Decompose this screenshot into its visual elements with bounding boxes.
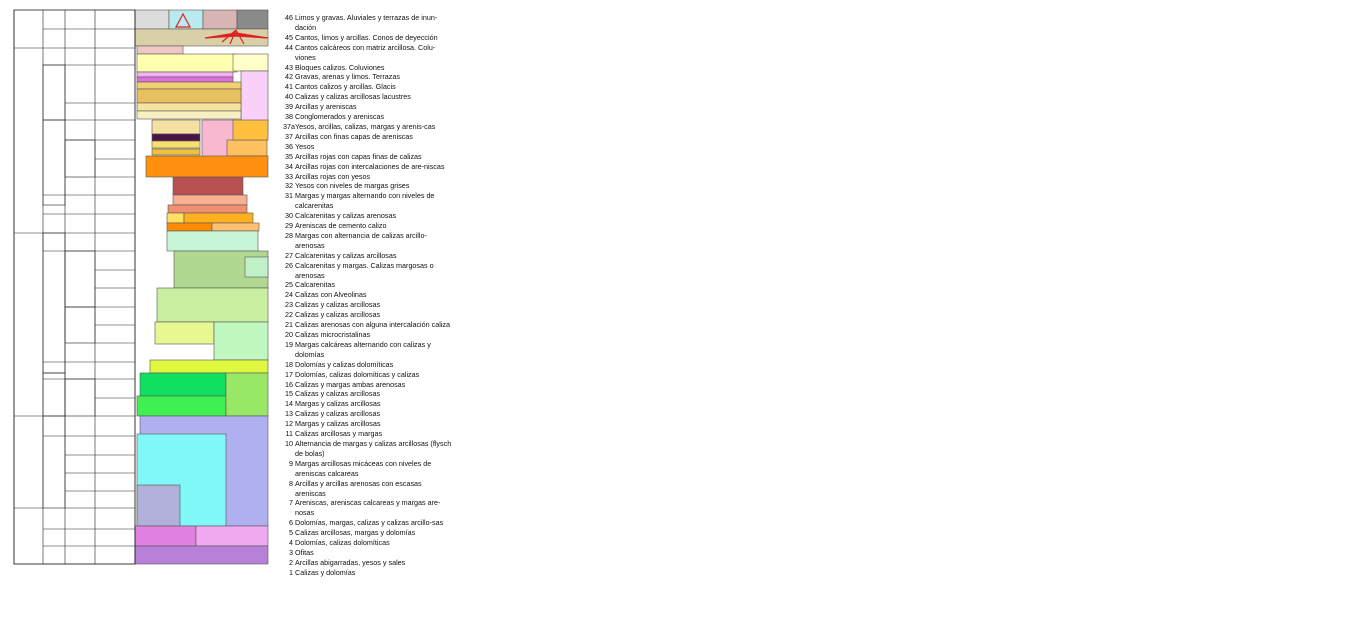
legend-number: 31	[285, 191, 293, 201]
legend-number: 34	[285, 161, 293, 171]
unit-1-block	[135, 546, 268, 564]
unit-3-block	[196, 526, 268, 546]
unit-25-block	[227, 140, 267, 156]
legend-item	[283, 221, 453, 231]
legend-number: 26	[285, 260, 293, 270]
legend-item	[283, 33, 453, 43]
subseries-box	[65, 251, 95, 307]
legend-item	[283, 498, 453, 518]
legend-item	[283, 231, 453, 251]
legend-number: 32	[285, 181, 293, 191]
legend-description: Margas con alternancia de calizas arcillo-arenosas	[295, 230, 427, 250]
legend-number: 33	[285, 171, 293, 181]
legend-number: 2	[289, 557, 293, 567]
legend-number: 11	[285, 429, 293, 439]
legend-item	[283, 538, 453, 548]
legend-item	[283, 102, 453, 112]
unit-7-block	[137, 396, 226, 416]
legend-item	[283, 132, 453, 142]
legend-number: 12	[285, 419, 293, 429]
unit-41-block	[137, 46, 183, 54]
unit-27-block	[152, 149, 200, 155]
legend-description: Cantos calcáreos con matriz arcillosa. Colu-viones	[295, 42, 436, 62]
legend-item	[283, 172, 453, 182]
legend-number: 17	[285, 369, 293, 379]
legend-description: Calizas arenosas con alguna intercalación caliza	[295, 320, 451, 330]
unit-32-block	[137, 111, 241, 119]
legend-description: Limos y gravas. Aluviales y terrazas de inun-dación	[295, 13, 438, 32]
legend-description: Calizas y calizas arcillosas	[295, 409, 381, 419]
unit-36-block	[137, 77, 233, 82]
legend-number: 46	[285, 13, 293, 22]
unit-38-block	[233, 54, 268, 71]
subseries-box	[65, 307, 95, 343]
unit-33-block	[137, 103, 241, 111]
unit-46-block	[135, 10, 169, 29]
unit-11-block	[214, 322, 268, 360]
legend-number: 21	[285, 320, 293, 330]
subseries-box	[65, 140, 95, 177]
legend-item	[283, 63, 453, 73]
unit-31-block	[233, 120, 268, 140]
unit-37-block	[137, 72, 233, 77]
legend-description: Alternancia de margas y calizas arcillosas (flysch de bolas)	[295, 438, 452, 458]
column-frame	[14, 10, 135, 564]
legend-item	[283, 320, 453, 330]
legend-item	[283, 211, 453, 221]
legend-item	[283, 558, 453, 568]
series-box	[43, 373, 65, 416]
legend-number: 8	[289, 478, 293, 488]
legend-number: 27	[285, 250, 293, 260]
legend-item	[283, 459, 453, 479]
legend-item	[283, 152, 453, 162]
legend-item	[283, 13, 453, 33]
unit-23-block	[173, 177, 243, 195]
legend-description: Margas y calizas arcillosas	[295, 399, 381, 409]
unit-42-block	[135, 29, 268, 46]
legend-number: 16	[285, 379, 293, 389]
legend-item	[283, 300, 453, 310]
legend-number: 7	[289, 498, 293, 508]
legend-number: 44	[285, 42, 293, 52]
series-box	[43, 416, 65, 508]
series-box	[43, 120, 65, 205]
legend-item	[283, 370, 453, 380]
legend-description: Bloques calizos. Coluviones	[295, 62, 385, 72]
legend-number: 36	[285, 141, 293, 151]
legend-description: Calizas y dolomías	[295, 567, 356, 577]
legend-item	[283, 409, 453, 419]
unit-34-block	[137, 89, 241, 103]
legend-description: Calizas microcristalinas	[295, 330, 371, 339]
legend-number: 20	[285, 330, 293, 339]
legend-description: Margas arcillosas micáceas con niveles de areniscas calcareas	[295, 458, 432, 478]
legend-item	[283, 439, 453, 459]
unit-35-block	[137, 82, 241, 89]
legend-number: 5	[289, 528, 293, 538]
legend-description: Calizas con Alveolinas	[295, 290, 367, 300]
legend-description: Dolomías, margas, calizas y calizas arcillo-sas	[295, 518, 444, 528]
legend-description: Calcarenitas y margas. Calizas margosas o arenosas	[295, 260, 434, 280]
stratigraphic-column	[0, 0, 280, 624]
legend-number: 3	[289, 547, 293, 557]
legend-item	[283, 191, 453, 211]
legend-description: Calizas y margas ambas arenosas	[295, 379, 406, 389]
unit-29-block	[152, 134, 200, 141]
legend-number: 30	[285, 211, 293, 221]
legend-description: Arcillas rojas con capas finas de calizas	[295, 151, 422, 161]
unit-20-block	[184, 213, 253, 223]
subseries-box	[65, 379, 95, 416]
legend-item	[283, 92, 453, 102]
legend-number: 37a	[283, 121, 295, 131]
unit-44-block	[203, 10, 237, 29]
legend-description: Areniscas, areniscas calcareas y margas are-nosas	[295, 498, 441, 518]
legend-item	[283, 528, 453, 538]
legend-number: 28	[285, 230, 293, 240]
unit-4-block	[137, 485, 180, 526]
legend-item	[283, 162, 453, 172]
legend-description: Calizas y calizas arcillosas	[295, 310, 381, 320]
legend-item	[283, 251, 453, 261]
unit-13-block	[157, 288, 268, 322]
legend-number: 35	[285, 151, 293, 161]
legend-description: Dolomías, calizas dolomíticas	[295, 538, 390, 548]
unit-22-block	[173, 195, 247, 205]
series-box	[43, 65, 65, 120]
unit-39-block	[137, 54, 237, 72]
legend-number: 18	[285, 359, 293, 369]
legend-description: Areniscas de cemento calizo	[295, 221, 387, 231]
legend-item	[283, 112, 453, 122]
unit-24-block	[146, 156, 268, 177]
legend-item	[283, 330, 453, 340]
legend-description: Calizas y calizas arcillosas	[295, 300, 381, 310]
legend-item	[283, 568, 453, 578]
legend-description: Margas y margas alternando con niveles de calcarenitas	[295, 191, 435, 211]
legend-item	[283, 399, 453, 409]
legend-item	[283, 43, 453, 63]
legend-number: 10	[285, 438, 293, 448]
legend-description: Calcarenitas y calizas arenosas	[295, 211, 397, 221]
unit-16-block	[167, 231, 258, 251]
legend-description: Margas y calizas arcillosas	[295, 419, 381, 429]
legend-description: Conglomerados y areniscas	[295, 112, 385, 122]
legend-number: 45	[285, 32, 293, 42]
unit-18-block	[212, 223, 259, 231]
legend-description: Calizas arcillosas, margas y dolomías	[295, 528, 416, 538]
legend-number: 37	[285, 131, 293, 141]
legend-number: 13	[285, 409, 293, 419]
unit-43-block	[237, 10, 268, 29]
legend-item	[283, 360, 453, 370]
legend-item	[283, 389, 453, 399]
legend-description: Calizas y calizas arcillosas	[295, 389, 381, 399]
legend-item	[283, 310, 453, 320]
legend-description: Calcarenitas y calizas arcillosas	[295, 250, 397, 260]
legend-item	[283, 429, 453, 439]
legend-number: 41	[285, 82, 293, 92]
legend-description: Margas calcáreas alternando con calizas y dolomías	[295, 339, 431, 359]
legend-item	[283, 518, 453, 528]
legend-description: Calcarenitas	[295, 280, 335, 290]
legend-number: 24	[285, 290, 293, 300]
unit-28-block	[152, 141, 200, 148]
legend-number: 22	[285, 310, 293, 320]
legend-description: Arcillas rojas con yesos	[295, 171, 371, 181]
legend-description: Cantos, limos y arcillas. Conos de deyección	[295, 32, 438, 42]
legend-description: Dolomías y calizas dolomíticas	[295, 359, 394, 369]
unit-19-block	[167, 213, 184, 223]
legend-item	[283, 122, 453, 132]
legend-number: 39	[285, 102, 293, 112]
legend-item	[283, 82, 453, 92]
unit-10-block	[150, 360, 268, 373]
legend-item	[283, 280, 453, 290]
legend-description: Yesos	[295, 141, 315, 151]
unit-30-block	[152, 120, 200, 134]
legend-description: Dolomías, calizas dolomíticas y calizas	[295, 369, 420, 379]
legend-item	[283, 142, 453, 152]
series-box	[43, 233, 65, 373]
legend-description: Arcillas rojas con intercalaciones de are-niscas	[295, 161, 445, 171]
unit-12-block	[155, 322, 214, 344]
legend-item	[283, 290, 453, 300]
legend-item	[283, 72, 453, 82]
legend-number: 23	[285, 300, 293, 310]
legend-number: 43	[285, 62, 293, 72]
legend-number: 40	[285, 92, 293, 102]
legend-description: Calizas arcillosas y margas	[295, 429, 383, 439]
legend-number: 19	[285, 339, 293, 349]
unit-21-block	[168, 205, 247, 213]
legend-description: Arcillas y areniscas	[295, 102, 357, 112]
legend-item	[283, 181, 453, 191]
legend-number: 38	[285, 112, 293, 122]
legend-item	[283, 479, 453, 499]
legend-item	[283, 261, 453, 281]
legend-description: Ofitas	[295, 547, 314, 557]
legend-number: 6	[289, 518, 293, 528]
legend-number: 1	[289, 567, 293, 577]
legend-item	[283, 340, 453, 360]
legend-number: 29	[285, 221, 293, 231]
legend-description: Arcillas abigarradas, yesos y sales	[295, 557, 406, 567]
legend-description: Calizas y calizas arcillosas lacustres	[295, 92, 411, 102]
legend-number: 25	[285, 280, 293, 290]
legend-number: 14	[285, 399, 293, 409]
legend-description: Arcillas con finas capas de areniscas	[295, 131, 413, 141]
legend-item	[283, 419, 453, 429]
legend-description: Gravas, arenas y limos. Terrazas	[295, 72, 400, 82]
unit-8-block	[140, 373, 226, 396]
legend-item	[283, 380, 453, 390]
unit-15-block	[245, 257, 268, 277]
legend-number: 9	[289, 458, 293, 468]
lithology-legend	[283, 13, 453, 578]
legend-number: 42	[285, 72, 293, 82]
unit-9-block	[226, 373, 268, 416]
legend-item	[283, 548, 453, 558]
legend-description: Yesos con niveles de margas grises	[295, 181, 410, 191]
legend-number: 15	[285, 389, 293, 399]
legend-description: Yesos, arcillas, calizas, margas y arenis-cas	[295, 121, 436, 131]
legend-description: Cantos calizos y arcillas. Glacis	[295, 82, 396, 92]
legend-description: Arcillas y arcillas arenosas con escasas areniscas	[295, 478, 422, 498]
unit-2-block	[135, 526, 196, 546]
legend-number: 4	[289, 538, 293, 548]
unit-17-block	[167, 223, 212, 231]
